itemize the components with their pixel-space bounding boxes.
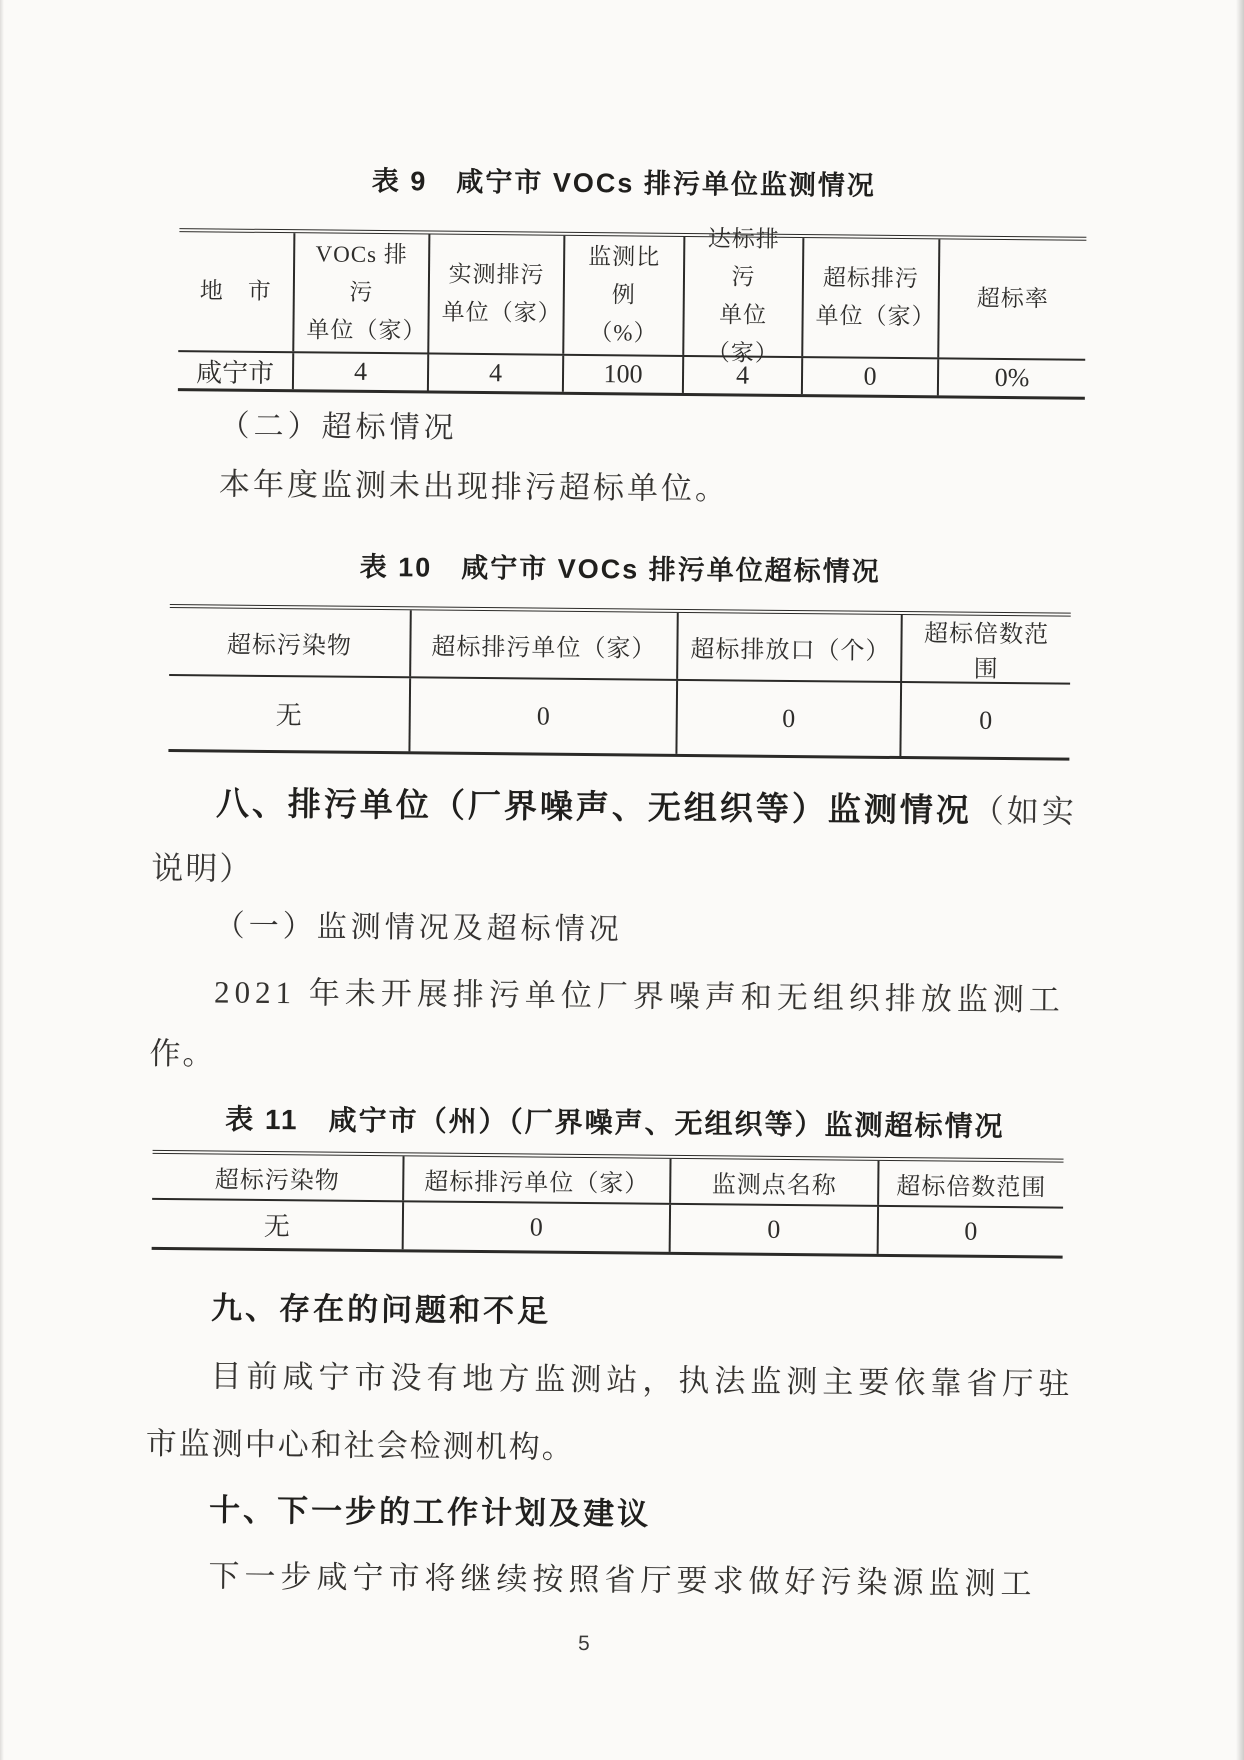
table-vocs-exceedance xyxy=(168,604,1070,761)
table10-title: 表 10 咸宁市 VOCs 排污单位超标情况 xyxy=(359,551,881,587)
table9-data-cell: 0% xyxy=(994,362,1030,393)
table11-data-row xyxy=(152,1200,1063,1256)
table9-header-cell: 监测比例 （%） xyxy=(564,236,685,355)
table11-data-cell: 0 xyxy=(671,1205,879,1254)
table10-data-cell: 0 xyxy=(410,678,678,754)
table11-data-cell: 0 xyxy=(964,1216,978,1246)
table10-header-row xyxy=(169,608,1071,685)
subsection-heading-exceedance: （二）超标情况 xyxy=(219,409,458,445)
table10-header-cell: 超标倍数范围 xyxy=(923,621,1050,683)
table9-data-cell: 4 xyxy=(294,353,429,390)
table-vocs-monitoring xyxy=(178,228,1087,400)
table9-header-row xyxy=(178,226,1086,366)
paragraph-2021-line1: 2021 年未开展排污单位厂界噪声和无组织排放监测工 xyxy=(213,974,1065,1018)
subsection-heading-monitoring: （一）监测情况及超标情况 xyxy=(214,909,623,947)
table10-data-row xyxy=(168,676,1070,758)
table11-data-cell: 无 xyxy=(152,1200,404,1249)
section8-heading-note-start: （如实 xyxy=(971,792,1078,830)
table10-data-cell: 0 xyxy=(677,681,902,756)
table9-header-cell: 地 市 xyxy=(178,232,295,351)
table9-data-cell: 咸宁市 xyxy=(178,352,294,389)
section8-heading-bold: 八、排污单位（厂界噪声、无组织等）监测情况 xyxy=(215,784,973,829)
paragraph-problems-line2: 市监测中心和社会检测机构。 xyxy=(145,1425,575,1465)
table-noise-exceedance xyxy=(152,1150,1064,1259)
section8-heading-line1 xyxy=(152,780,1084,835)
paragraph-2021-line2: 作。 xyxy=(149,1035,216,1072)
table10-data-cell: 无 xyxy=(168,676,411,751)
table9-data-cell: 4 xyxy=(429,354,564,391)
page-number: 5 xyxy=(577,1631,590,1656)
table10-header-cell: 超标污染物 xyxy=(169,608,412,676)
table9-data-row xyxy=(178,352,1085,397)
table9-data-cell: 4 xyxy=(684,357,803,394)
table11-data-cell: 0 xyxy=(404,1202,671,1252)
section8-heading-line2: 说明） xyxy=(151,849,254,887)
table11-header-cell: 超标倍数范围 xyxy=(896,1173,1047,1201)
table9-data-cell: 100 xyxy=(564,356,684,393)
table9-data-cell: 0 xyxy=(803,358,939,395)
table9-header-cell: 达标排污 单位（家） xyxy=(684,237,804,356)
table9-title: 表 9 咸宁市 VOCs 排污单位监测情况 xyxy=(371,165,877,201)
table11-header-cell: 监测点名称 xyxy=(671,1159,879,1205)
paragraph-nextstep-line1: 下一步咸宁市将继续按照省厅要求做好污染源监测工 xyxy=(208,1558,1037,1602)
table9-header-cell: 超标排污 单位（家） xyxy=(803,238,940,357)
table9-header-cell: 实测排污 单位（家） xyxy=(429,235,565,354)
table10-header-cell: 超标排放口（个） xyxy=(678,613,903,681)
table11-title: 表 11 咸宁市（州）（厂界噪声、无组织等）监测超标情况 xyxy=(225,1103,1005,1143)
paragraph-no-exceedance: 本年度监测未出现排污超标单位。 xyxy=(218,466,730,507)
scan-edge-artifact-right xyxy=(1236,0,1244,1760)
table9-header-cell: 超标率 xyxy=(976,285,1049,312)
paragraph-problems-line1: 目前咸宁市没有地方监测站，执法监测主要依靠省厅驻 xyxy=(210,1358,1075,1402)
scan-edge-artifact-left xyxy=(0,0,4,1760)
table9-header-cell: VOCs 排污 单位（家） xyxy=(294,233,430,352)
section9-heading: 九、存在的问题和不足 xyxy=(210,1290,552,1329)
table11-header-cell: 超标污染物 xyxy=(152,1154,404,1200)
table10-header-cell: 超标排污单位（家） xyxy=(411,610,679,679)
table11-header-cell: 超标排污单位（家） xyxy=(404,1156,671,1203)
table10-data-cell: 0 xyxy=(979,705,993,735)
section10-heading: 十、下一步的工作计划及建议 xyxy=(208,1492,652,1532)
